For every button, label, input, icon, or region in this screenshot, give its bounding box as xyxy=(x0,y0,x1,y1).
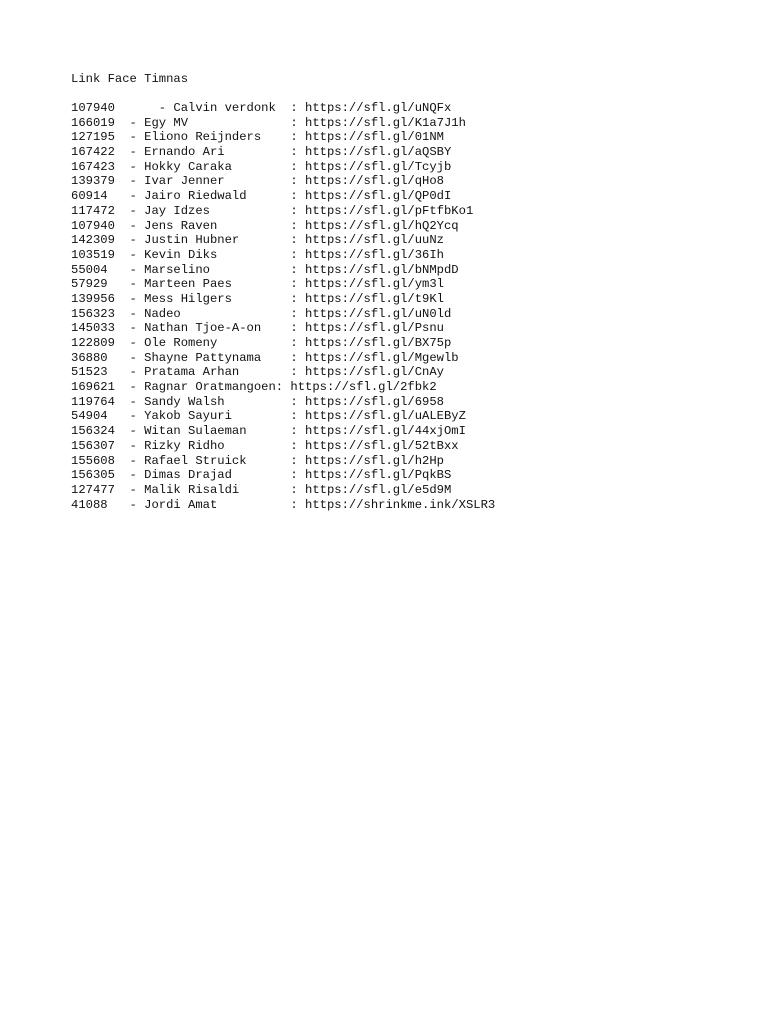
link-list xyxy=(71,101,495,512)
list-item: 107940 - Calvin verdonk : https://sfl.gl/uNQFx xyxy=(71,101,452,115)
list-item: 167422 - Ernando Ari : https://sfl.gl/aQSBY xyxy=(71,145,452,160)
list-item: 55004 - Marselino : https://sfl.gl/bNMpdD xyxy=(71,262,459,277)
list-item: 142309 - Justin Hubner : https://sfl.gl/uuNz xyxy=(71,233,444,248)
document-title: Link Face Timnas xyxy=(71,72,189,86)
list-item: 57929 - Marteen Paes : https://sfl.gl/ym3l xyxy=(71,277,444,292)
list-item: 36880 - Shayne Pattynama : https://sfl.gl/Mgewlb xyxy=(71,350,459,365)
list-item: 166019 - Egy MV : https://sfl.gl/K1a7J1h xyxy=(71,115,466,130)
list-item: 60914 - Jairo Riedwald : https://sfl.gl/QP0dI xyxy=(71,189,452,204)
list-item: 156305 - Dimas Drajad : https://sfl.gl/PqkBS xyxy=(71,468,452,483)
list-item: 51523 - Pratama Arhan : https://sfl.gl/CnAy xyxy=(71,365,444,380)
list-item: 54904 - Yakob Sayuri : https://sfl.gl/uALEByZ xyxy=(71,409,466,424)
list-item: 155608 - Rafael Struick : https://sfl.gl/h2Hp xyxy=(71,453,444,468)
list-item: 167423 - Hokky Caraka : https://sfl.gl/Tcyjb xyxy=(71,159,452,174)
list-item: 103519 - Kevin Diks : https://sfl.gl/36Ih xyxy=(71,247,444,262)
list-item: 145033 - Nathan Tjoe-A-on : https://sfl.gl/Psnu xyxy=(71,321,444,336)
list-item: 156323 - Nadeo : https://sfl.gl/uN0ld xyxy=(71,306,452,321)
list-item: 139956 - Mess Hilgers : https://sfl.gl/t9Kl xyxy=(71,291,444,306)
list-item: 127477 - Malik Risaldi : https://sfl.gl/e5d9M xyxy=(71,482,452,497)
list-item: 156307 - Rizky Ridho : https://sfl.gl/52tBxx xyxy=(71,438,459,453)
list-item: 139379 - Ivar Jenner : https://sfl.gl/qHo8 xyxy=(71,174,444,189)
list-item: 41088 - Jordi Amat : https://shrinkme.ink/XSLR3 xyxy=(71,497,496,512)
list-item: 119764 - Sandy Walsh : https://sfl.gl/6958 xyxy=(71,394,444,409)
list-item: 127195 - Eliono Reijnders : https://sfl.gl/01NM xyxy=(71,130,444,145)
list-item: 107940 - Jens Raven : https://sfl.gl/hQ2Ycq xyxy=(71,218,459,233)
list-item: 169621 - Ragnar Oratmangoen: https://sfl.gl/2fbk2 xyxy=(71,380,437,395)
list-item: 117472 - Jay Idzes : https://sfl.gl/pFtfbKo1 xyxy=(71,203,474,218)
list-item: 122809 - Ole Romeny : https://sfl.gl/BX75p xyxy=(71,336,452,350)
list-item: 156324 - Witan Sulaeman : https://sfl.gl/44xjOmI xyxy=(71,424,466,439)
